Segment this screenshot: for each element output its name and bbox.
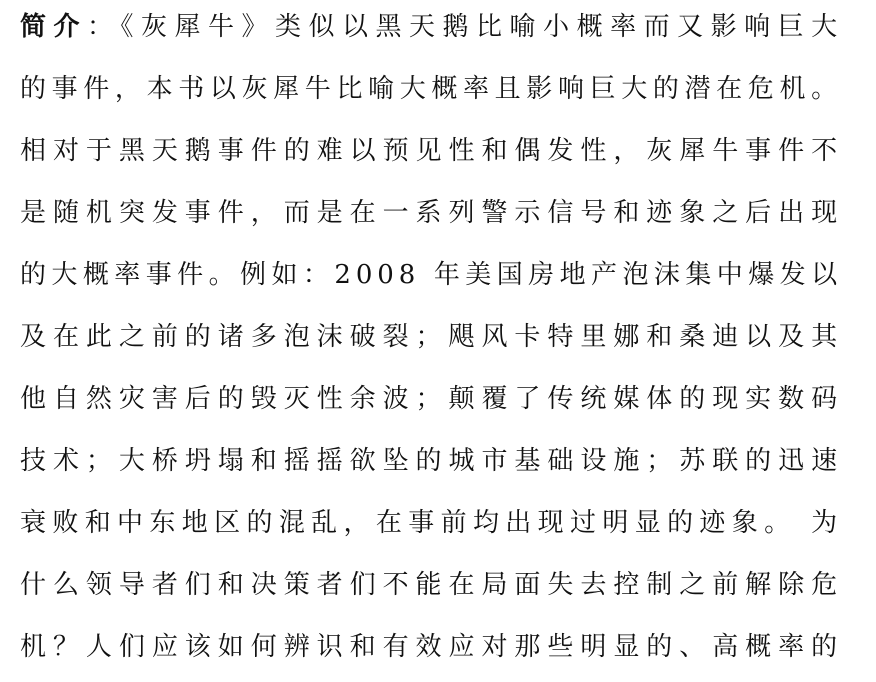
intro-line-1-text: ：《灰犀牛》类似以黑天鹅比喻小概率而又影响巨大 bbox=[87, 12, 842, 42]
text-line-5: 的大概率事件。例如：2008 年美国房地产泡沫集中爆发以 bbox=[20, 260, 842, 290]
text-line-9: 衰败和中东地区的混乱，在事前均出现过明显的迹象。 为 bbox=[20, 508, 842, 538]
text-line-1 bbox=[20, 0, 842, 62]
text-line-4: 是随机突发事件，而是在一系列警示信号和迹象之后出现 bbox=[20, 198, 842, 228]
text-line-3: 相对于黑天鹅事件的难以预见性和偶发性，灰犀牛事件不 bbox=[20, 136, 842, 166]
intro-label: 简介 bbox=[20, 12, 88, 42]
text-line-10: 什么领导者们和决策者们不能在局面失去控制之前解除危 bbox=[20, 570, 842, 600]
text-line-11: 机？人们应该如何辨识和有效应对那些明显的、高概率的 bbox=[20, 632, 842, 662]
text-line-6: 及在此之前的诸多泡沫破裂；飓风卡特里娜和桑迪以及其 bbox=[20, 322, 842, 352]
text-line-8: 技术；大桥坍塌和摇摇欲坠的城市基础设施；苏联的迅速 bbox=[20, 446, 842, 476]
text-line-7: 他自然灾害后的毁灭性余波；颠覆了传统媒体的现实数码 bbox=[20, 384, 842, 414]
text-line-2: 的事件，本书以灰犀牛比喻大概率且影响巨大的潜在危机。 bbox=[20, 74, 842, 104]
document-body bbox=[20, 0, 842, 682]
